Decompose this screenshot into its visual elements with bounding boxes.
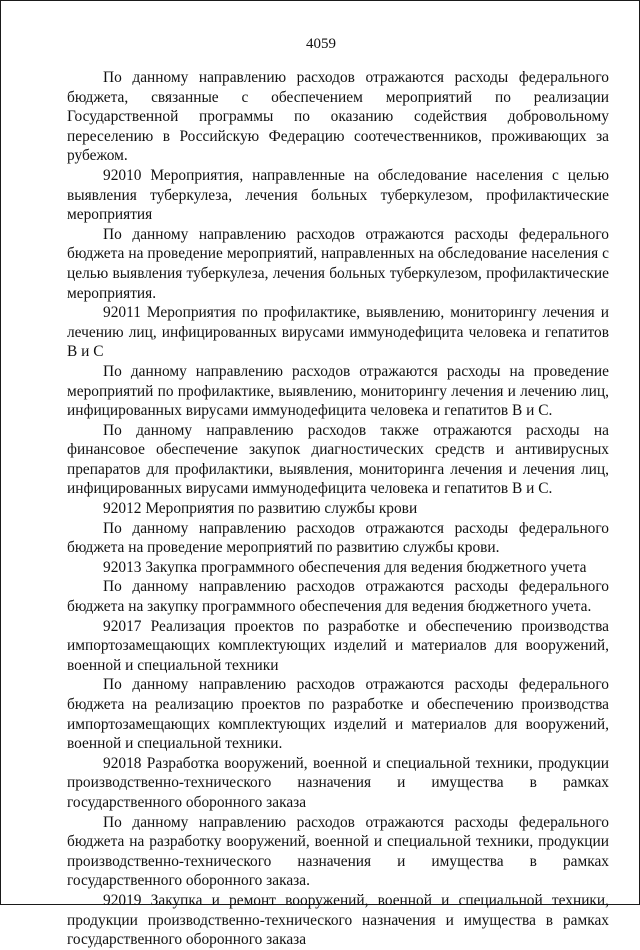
paragraph-92018-description: По данному направлению расходов отражаются расходы федерального бюджета на разработку вооружений, военной и специальной техники, продукции производственно-технического назначения и имущества в рамках государственного оборонного заказа. xyxy=(67,813,609,890)
paragraph-92017-description: По данному направлению расходов отражаются расходы федерального бюджета на реализацию проектов по разработке и обеспечению производства импортозамещающих комплектующих изделий и материалов для вооружений, военной и специальной техники. xyxy=(67,676,609,753)
heading-92019: 92019 Закупка и ремонт вооружений, военной и специальной техники, продукции производственно-технического назначения и имущества в рамках государственного оборонного заказа xyxy=(67,891,609,949)
heading-92017: 92017 Реализация проектов по разработке и обеспечению производства импортозамещающих комплектующих изделий и материалов для вооружений, военной и специальной техники xyxy=(67,617,609,674)
paragraph-92011-additional: По данному направлению расходов также отражаются расходы на финансовое обеспечение закупок диагностических средств и антивирусных препаратов для профилактики, выявления, мониторинга лечения и лечения лиц, инфицированных вирусами иммунодефицита человека и гепатитов В и С. xyxy=(67,421,609,498)
paragraph-92010-description: По данному направлению расходов отражаются расходы федерального бюджета на проведение мероприятий, направленных на обследование населения с целью выявления туберкулеза, лечения больных туберкулезом, профилактические мероприятия. xyxy=(67,225,609,302)
page-number: 4059 xyxy=(306,36,336,52)
paragraph-92011-description: По данному направлению расходов отражаются расходы на проведение мероприятий по профилактике, выявлению, мониторингу лечения и лечению лиц, инфицированных вирусами иммунодефицита человека и гепатитов В и С. xyxy=(67,362,609,420)
paragraph-92012-description: По данному направлению расходов отражаются расходы федерального бюджета на проведение мероприятий по развитию службы крови. xyxy=(67,519,609,557)
heading-92018: 92018 Разработка вооружений, военной и специальной техники, продукции производственно-технического назначения и имущества в рамках государственного оборонного заказа xyxy=(67,754,609,811)
paragraph-92013-description: По данному направлению расходов отражаются расходы федерального бюджета на закупку программного обеспечения для ведения бюджетного учета. xyxy=(67,578,609,616)
document-body xyxy=(67,68,609,950)
heading-92013: 92013 Закупка программного обеспечения для ведения бюджетного учета xyxy=(103,558,587,576)
heading-92010: 92010 Мероприятия, направленные на обследование населения с целью выявления туберкулеза, лечения больных туберкулезом, профилактические мероприятия xyxy=(67,166,609,224)
heading-92011: 92011 Мероприятия по профилактике, выявлению, мониторингу лечения и лечению лиц, инфицированных вирусами иммунодефицита человека и гепатитов В и С xyxy=(67,304,609,361)
paragraph-program-expenses: По данному направлению расходов отражаются расходы федерального бюджета, связанные с обеспечением мероприятий по реализации Государственной программы по оказанию содействия добровольному переселению в Российскую Федерацию соотечественников, проживающих за рубежом. xyxy=(67,69,609,165)
heading-92012: 92012 Мероприятия по развитию службы крови xyxy=(103,500,418,518)
